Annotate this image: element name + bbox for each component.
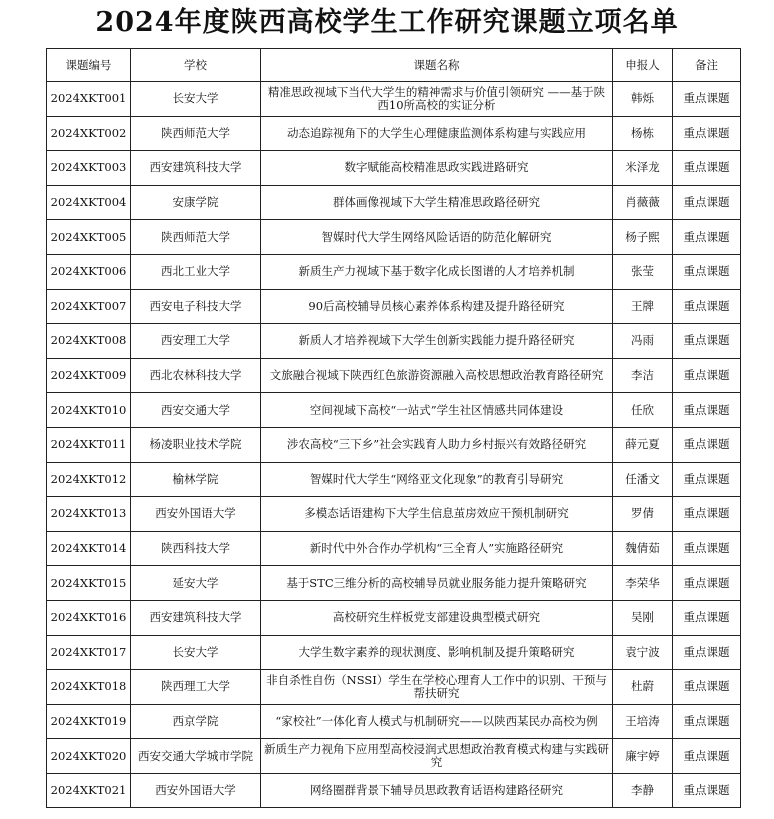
cell-project-name: 新质生产力视域下基于数字化成长图谱的人才培养机制 [261,254,613,289]
cell-note: 重点课题 [673,704,741,739]
cell-project-id: 2024XKT003 [47,151,131,186]
cell-school: 安康学院 [131,185,261,220]
cell-project-id: 2024XKT019 [47,704,131,739]
cell-school: 陕西师范大学 [131,116,261,151]
cell-project-id: 2024XKT007 [47,289,131,324]
cell-school: 榆林学院 [131,462,261,497]
cell-school: 陕西科技大学 [131,531,261,566]
cell-project-name: 基于STC三维分析的高校辅导员就业服务能力提升策略研究 [261,566,613,601]
cell-applicant: 薛元夏 [613,427,673,462]
cell-school: 西安外国语大学 [131,497,261,532]
cell-note: 重点课题 [673,289,741,324]
cell-project-name: 新时代中外合作办学机构“三全育人”实施路径研究 [261,531,613,566]
table-row [47,739,741,774]
cell-note: 重点课题 [673,185,741,220]
table-row [47,462,741,497]
table-row [47,600,741,635]
cell-project-name: 数字赋能高校精准思政实践进路研究 [261,151,613,186]
cell-project-id: 2024XKT004 [47,185,131,220]
cell-project-id: 2024XKT005 [47,220,131,255]
cell-applicant: 张莹 [613,254,673,289]
cell-note: 重点课题 [673,82,741,117]
cell-note: 重点课题 [673,773,741,808]
table-row [47,497,741,532]
cell-note: 重点课题 [673,600,741,635]
cell-school: 西北农林科技大学 [131,358,261,393]
cell-applicant: 魏倩茹 [613,531,673,566]
cell-applicant: 李洁 [613,358,673,393]
cell-school: 长安大学 [131,635,261,670]
cell-school: 西安建筑科技大学 [131,151,261,186]
cell-project-id: 2024XKT006 [47,254,131,289]
header-project-id: 课题编号 [47,49,131,82]
cell-note: 重点课题 [673,324,741,359]
cell-note: 重点课题 [673,670,741,705]
cell-project-name: 涉农高校“三下乡”社会实践育人助力乡村振兴有效路径研究 [261,427,613,462]
cell-note: 重点课题 [673,497,741,532]
cell-project-name: 文旅融合视域下陕西红色旅游资源融入高校思想政治教育路径研究 [261,358,613,393]
cell-project-name: 精准思政视域下当代大学生的精神需求与价值引领研究 ——基于陕西10所高校的实证分析 [261,82,613,117]
table-row [47,427,741,462]
cell-school: 西安电子科技大学 [131,289,261,324]
cell-project-id: 2024XKT018 [47,670,131,705]
cell-note: 重点课题 [673,393,741,428]
cell-project-name: 新质人才培养视域下大学生创新实践能力提升路径研究 [261,324,613,359]
cell-project-id: 2024XKT002 [47,116,131,151]
cell-school: 陕西师范大学 [131,220,261,255]
table-row [47,324,741,359]
header-school: 学校 [131,49,261,82]
cell-project-name: 新质生产力视角下应用型高校浸润式思想政治教育模式构建与实践研究 [261,739,613,774]
cell-project-id: 2024XKT021 [47,773,131,808]
table-row [47,220,741,255]
header-applicant: 申报人 [613,49,673,82]
cell-applicant: 李荣华 [613,566,673,601]
cell-note: 重点课题 [673,739,741,774]
cell-applicant: 韩烁 [613,82,673,117]
cell-applicant: 李静 [613,773,673,808]
cell-project-id: 2024XKT020 [47,739,131,774]
table-row [47,531,741,566]
table-row [47,151,741,186]
table-row [47,254,741,289]
cell-school: 长安大学 [131,82,261,117]
cell-project-name: 智媒时代大学生网络风险话语的防范化解研究 [261,220,613,255]
project-table [46,48,741,808]
table-row [47,393,741,428]
cell-applicant: 吴刚 [613,600,673,635]
cell-school: 西京学院 [131,704,261,739]
table-row [47,289,741,324]
cell-applicant: 米泽龙 [613,151,673,186]
cell-school: 西安外国语大学 [131,773,261,808]
cell-applicant: 廉宇婷 [613,739,673,774]
cell-applicant: 杜蔚 [613,670,673,705]
cell-project-name: 群体画像视域下大学生精准思政路径研究 [261,185,613,220]
table-body [47,82,741,808]
cell-note: 重点课题 [673,566,741,601]
cell-project-id: 2024XKT017 [47,635,131,670]
cell-note: 重点课题 [673,220,741,255]
cell-project-name: 大学生数字素养的现状测度、影响机制及提升策略研究 [261,635,613,670]
cell-school: 西安建筑科技大学 [131,600,261,635]
cell-applicant: 王培涛 [613,704,673,739]
header-project-name: 课题名称 [261,49,613,82]
cell-school: 西安交通大学 [131,393,261,428]
cell-note: 重点课题 [673,427,741,462]
cell-project-id: 2024XKT010 [47,393,131,428]
cell-project-name: 动态追踪视角下的大学生心理健康监测体系构建与实践应用 [261,116,613,151]
table-row [47,116,741,151]
cell-applicant: 肖薇薇 [613,185,673,220]
cell-school: 西安交通大学城市学院 [131,739,261,774]
table-row [47,185,741,220]
cell-note: 重点课题 [673,531,741,566]
cell-school: 西北工业大学 [131,254,261,289]
table-row [47,358,741,393]
header-note: 备注 [673,49,741,82]
cell-school: 延安大学 [131,566,261,601]
table-row [47,773,741,808]
cell-applicant: 袁宁波 [613,635,673,670]
table-row [47,566,741,601]
document-title: 2024年度陕西高校学生工作研究课题立项名单 [95,7,679,38]
cell-project-id: 2024XKT014 [47,531,131,566]
cell-project-id: 2024XKT013 [47,497,131,532]
cell-note: 重点课题 [673,254,741,289]
cell-applicant: 冯雨 [613,324,673,359]
cell-school: 陕西理工大学 [131,670,261,705]
cell-school: 杨凌职业技术学院 [131,427,261,462]
cell-project-name: “家校社”一体化育人模式与机制研究——以陕西某民办高校为例 [261,704,613,739]
cell-applicant: 罗倩 [613,497,673,532]
table-header-row [47,49,741,82]
table-row [47,635,741,670]
cell-project-name: 空间视域下高校“一站式”学生社区情感共同体建设 [261,393,613,428]
cell-project-id: 2024XKT011 [47,427,131,462]
cell-project-id: 2024XKT001 [47,82,131,117]
cell-applicant: 杨栋 [613,116,673,151]
table-row [47,670,741,705]
cell-note: 重点课题 [673,462,741,497]
cell-project-id: 2024XKT008 [47,324,131,359]
cell-applicant: 杨子熙 [613,220,673,255]
cell-note: 重点课题 [673,635,741,670]
table-row [47,82,741,117]
cell-school: 西安理工大学 [131,324,261,359]
cell-note: 重点课题 [673,116,741,151]
cell-project-name: 网络圈群背景下辅导员思政教育话语构建路径研究 [261,773,613,808]
cell-applicant: 王牌 [613,289,673,324]
cell-project-name: 90后高校辅导员核心素养体系构建及提升路径研究 [261,289,613,324]
cell-project-name: 非自杀性自伤（NSSI）学生在学校心理育人工作中的识别、干预与帮扶研究 [261,670,613,705]
cell-applicant: 任欣 [613,393,673,428]
cell-project-id: 2024XKT015 [47,566,131,601]
cell-note: 重点课题 [673,358,741,393]
cell-project-name: 高校研究生样板党支部建设典型模式研究 [261,600,613,635]
cell-project-id: 2024XKT009 [47,358,131,393]
cell-note: 重点课题 [673,151,741,186]
cell-project-name: 智媒时代大学生“网络亚文化现象”的教育引导研究 [261,462,613,497]
cell-applicant: 任潘文 [613,462,673,497]
cell-project-name: 多模态话语建构下大学生信息茧房效应干预机制研究 [261,497,613,532]
table-row [47,704,741,739]
cell-project-id: 2024XKT012 [47,462,131,497]
cell-project-id: 2024XKT016 [47,600,131,635]
